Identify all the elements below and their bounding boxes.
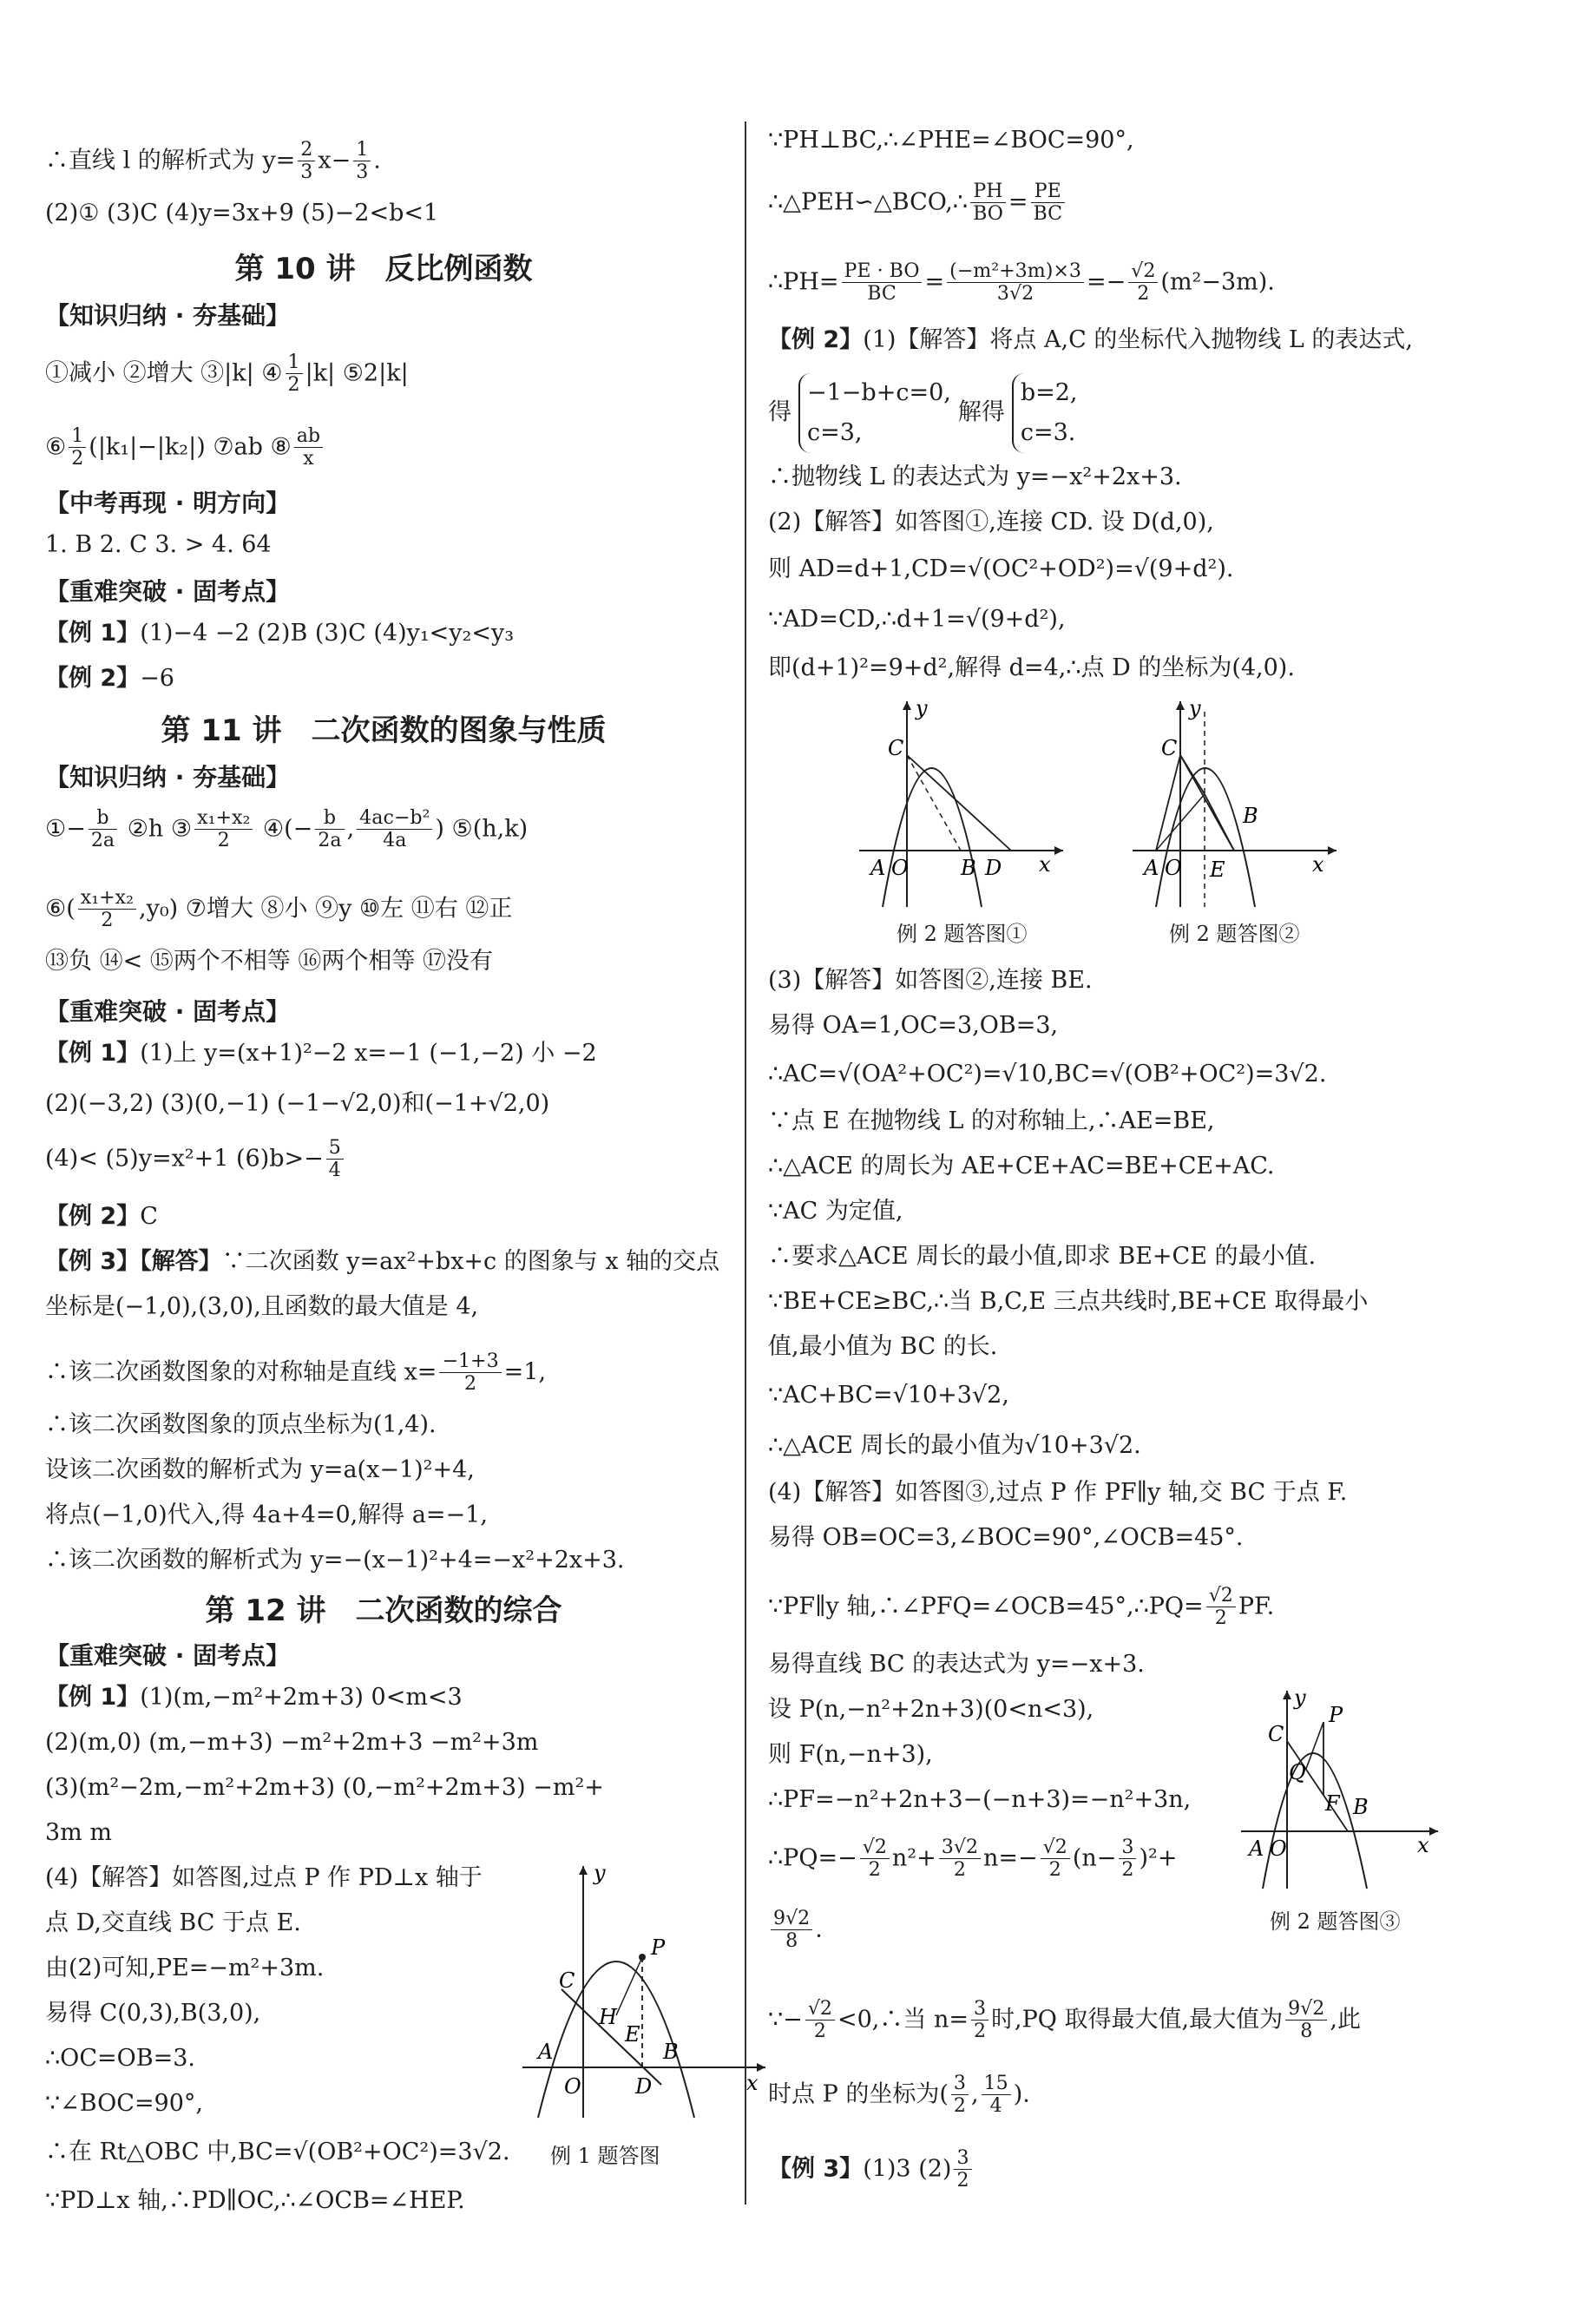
label-x: x: [1417, 1833, 1429, 1857]
label-a: A: [1249, 1837, 1264, 1861]
parabola: [883, 768, 982, 907]
x-arrow-icon: [1328, 846, 1337, 855]
text-line: ∴PF=−n²+2n+3−(−n+3)=−n²+3n,: [768, 1786, 1192, 1813]
text-line: 时点 P 的坐标为( $\frac{3}{2}$ , $\frac{15}{4}$ ).: [768, 2072, 1030, 2118]
x-arrow-icon: [1429, 1827, 1438, 1836]
text-line: ∴△ACE 周长的最小值为√10+3√2.: [768, 1432, 1141, 1459]
example-3-line: 【例 3】(1)3 (2) $\frac{3}{2}$: [768, 2147, 975, 2192]
parabola: [1263, 1753, 1367, 1889]
label-p: P: [651, 1935, 666, 1960]
label-x: x: [1039, 852, 1051, 877]
text-line: 易得 C(0,3),B(3,0),: [45, 2000, 261, 2027]
text-line: (3)(m²−2m,−m²+2m+3) (0,−m²+2m+3) −m²+: [45, 1774, 604, 1801]
text-line: 由(2)可知,PE=−m²+3m.: [45, 1955, 325, 1981]
label-y: y: [1294, 1685, 1306, 1710]
label-x: x: [746, 2071, 759, 2095]
label-y: y: [594, 1861, 606, 1885]
label-b: B: [961, 856, 976, 880]
text-line: ∴△PEH∽△BCO,∴ $\frac{PH}{BO}$ = $\frac{PE}{BC}$: [768, 181, 1067, 226]
figure-caption: 例 2 题答图②: [1169, 922, 1300, 946]
lecture-10-example-2: 【例 2】−6: [45, 665, 174, 692]
answers-line: (2)① (3)C (4)y=3x+9 (5)−2<b<1: [45, 200, 439, 227]
y-arrow-icon: [1176, 701, 1185, 710]
line-pq: [1306, 1722, 1323, 1769]
label-a: A: [1144, 856, 1159, 880]
label-f: F: [1325, 1791, 1340, 1816]
text-line: ∴△ACE 的周长为 AE+CE+AC=BE+CE+AC.: [768, 1153, 1275, 1179]
label-h: H: [599, 2005, 617, 2029]
text-line: ∵− $\frac{√2}{2}$ <0,∴当 n= $\frac{3}{2}$ 时,PQ 取得最大值,最大值为 $\frac{9√2}{8}$ ,此: [768, 1997, 1361, 2043]
figure-caption: 例 2 题答图③: [1270, 1909, 1401, 1934]
section-key-points: 【重难突破 · 固考点】: [45, 1641, 291, 1670]
lecture-12-example-1: 【例 1】(1)(m,−m²+2m+3) 0<m<3: [45, 1684, 463, 1711]
knowledge-10-b: ⑥ $\frac{1}{2}$ (|k₁|−|k₂|) ⑦ab ⑧ $\frac{ab}{x}$: [45, 425, 325, 470]
label-a: A: [870, 856, 886, 880]
knowledge-11-c: ⑬负 ⑭< ⑮两个不相等 ⑯两个相等 ⑰没有: [45, 948, 493, 975]
parabola: [1156, 768, 1255, 907]
text-line: 值,最小值为 BC 的长.: [768, 1333, 998, 1360]
text-line: ∵AD=CD,∴d+1=√(9+d²),: [768, 606, 1066, 633]
example-2-figure-3: [1237, 1684, 1445, 1892]
label-c: C: [888, 736, 904, 760]
y-arrow-icon: [1283, 1691, 1291, 1699]
text-line: ∵∠BOC=90°,: [45, 2090, 203, 2117]
text-line: 坐标是(−1,0),(3,0),且函数的最大值是 4,: [45, 1293, 479, 1320]
label-x: x: [1312, 852, 1324, 877]
label-a: A: [538, 2040, 554, 2064]
text-line: 点 D,交直线 BC 于点 E.: [45, 1909, 301, 1936]
label-q: Q: [1289, 1760, 1306, 1784]
text-line: (2)【解答】如答图①,连接 CD. 设 D(d,0),: [768, 509, 1214, 536]
line-cb: [907, 755, 961, 851]
text-line: ∴AC=√(OA²+OC²)=√10,BC=√(OB²+OC²)=3√2.: [768, 1061, 1327, 1088]
text-line: ∴抛物线 L 的表达式为 y=−x²+2x+3.: [768, 463, 1182, 490]
section-knowledge: 【知识归纳 · 夯基础】: [45, 301, 291, 330]
line-bc: [562, 1989, 661, 2085]
example-2-figure-1: [855, 694, 1072, 911]
text-line: 易得直线 BC 的表达式为 y=−x+3.: [768, 1651, 1145, 1678]
y-arrow-icon: [579, 1866, 588, 1875]
text-line: 将点(−1,0)代入,得 4a+4=0,解得 a=−1,: [45, 1501, 488, 1528]
section-key-points: 【重难突破 · 固考点】: [45, 997, 291, 1026]
label-e: E: [625, 2022, 640, 2047]
text-line: 设该二次函数的解析式为 y=a(x−1)²+4,: [45, 1456, 475, 1483]
x-arrow-icon: [1054, 846, 1063, 855]
label-c: C: [1268, 1722, 1284, 1746]
lecture-11-example-1: 【例 1】(1)上 y=(x+1)²−2 x=−1 (−1,−2) 小 −2: [45, 1040, 597, 1067]
knowledge-11-b: ⑥( $\frac{\text{x₁+x₂}}{2}$ ,y₀) ⑦增大 ⑧小 ⑨y ⑩左 ⑪右 ⑫正: [45, 886, 513, 932]
label-d: D: [985, 856, 1002, 880]
text-line: ∴PQ=− $\frac{√2}{2}$ n²+ $\frac{3√2}{2}$ n=− $\frac{√2}{2}$ (n− $\frac{3}{2}$ )²+: [768, 1836, 1178, 1882]
text-line: 则 AD=d+1,CD=√(OC²+OD²)=√(9+d²).: [768, 555, 1234, 582]
label-o: O: [891, 856, 909, 880]
label-b: B: [1353, 1795, 1369, 1819]
label-c: C: [1161, 736, 1178, 760]
label-o: O: [1165, 856, 1182, 880]
lecture-11-title: 第 11 讲 二次函数的图象与性质: [161, 713, 607, 748]
lecture-12-title: 第 12 讲 二次函数的综合: [205, 1593, 562, 1628]
lecture-11-example-1-line2: (2)(−3,2) (3)(0,−1) (−1−√2,0)和(−1+√2,0): [45, 1090, 550, 1117]
line-of-l: ∴直线 l 的解析式为 y= $\frac{2}{3}$ x− $\frac{1}{3}$ .: [45, 138, 381, 184]
lecture-11-example-3: 【例 3】【解答】∵二次函数 y=ax²+bx+c 的图象与 x 轴的交点: [45, 1248, 720, 1275]
text-line: (3)【解答】如答图②,连接 BE.: [768, 967, 1093, 994]
text-line: ∴该二次函数图象的顶点坐标为(1,4).: [45, 1411, 437, 1438]
lecture-10-title: 第 10 讲 反比例函数: [234, 252, 533, 286]
label-c: C: [559, 1968, 575, 1993]
text-line: 易得 OB=OC=3,∠BOC=90°,∠OCB=45°.: [768, 1524, 1244, 1551]
text-line: (2)(m,0) (m,−m+3) −m²+2m+3 −m²+3m: [45, 1729, 539, 1756]
text-line: 3m m: [45, 1819, 112, 1846]
text-line: ∴该二次函数图象的对称轴是直线 x= $\frac{-1+3}{2}$ =1,: [45, 1350, 547, 1396]
text-line: ∵PF∥y 轴,∴∠PFQ=∠OCB=45°,∴PQ= $\frac{√2}{2}$ PF.: [768, 1584, 1275, 1630]
text-line: (4)【解答】如答图,过点 P 作 PD⊥x 轴于: [45, 1864, 483, 1891]
text-line: 则 F(n,−n+3),: [768, 1741, 933, 1768]
section-key-points: 【重难突破 · 固考点】: [45, 577, 291, 606]
lecture-10-example-1: 【例 1】(1)−4 −2 (2)B (3)C (4)y₁<y₂<y₃: [45, 620, 515, 647]
text-line: ∵BE+CE≥BC,∴当 B,C,E 三点共线时,BE+CE 取得最小: [768, 1288, 1369, 1315]
y-arrow-icon: [903, 701, 911, 710]
text-line: 易得 OA=1,OC=3,OB=3,: [768, 1012, 1059, 1039]
line-cd: [907, 755, 1011, 851]
line-ce: [1180, 755, 1205, 794]
text-line: ∵PD⊥x 轴,∴PD∥OC,∴∠OCB=∠HEP.: [45, 2187, 465, 2214]
text-line: ∴该二次函数的解析式为 y=−(x−1)²+4=−x²+2x+3.: [45, 1547, 625, 1574]
lecture-11-example-2: 【例 2】C: [45, 1203, 158, 1230]
text-line: ∵点 E 在抛物线 L 的对称轴上,∴AE=BE,: [768, 1107, 1215, 1134]
example-2-line: 【例 2】(1)【解答】将点 A,C 的坐标代入抛物线 L 的表达式,: [768, 326, 1414, 353]
example-1-figure: [514, 1857, 774, 2126]
example-2-figure-2: [1128, 694, 1345, 911]
label-b: B: [663, 2040, 679, 2064]
knowledge-11-a: ①− $\frac{b}{2a}$ ②h ③ $\frac{\text{x₁+x₂}}{2}$ ④(− $\frac{b}{2a}$ , $\frac{\text{4ac−b²}}{4a}$ ) ⑤(h,k): [45, 806, 529, 852]
text-line: ∵AC 为定值,: [768, 1198, 903, 1225]
label-o: O: [564, 2074, 581, 2099]
figure-caption: 例 2 题答图①: [897, 922, 1028, 946]
knowledge-10-a: ①减小 ②增大 ③|k| ④ $\frac{1}{2}$ |k| ⑤2|k|: [45, 351, 409, 397]
text-line: 得 −1−b+c=0, c=3, 解得 b=2, c=3.: [768, 373, 1085, 453]
label-e: E: [1210, 858, 1225, 882]
text-line: 设 P(n,−n²+2n+3)(0<n<3),: [768, 1696, 1094, 1723]
text-line: $\frac{9√2}{8}$ .: [768, 1908, 823, 1953]
label-y: y: [1189, 696, 1201, 720]
text-line: (4)【解答】如答图③,过点 P 作 PF∥y 轴,交 BC 于点 F.: [768, 1479, 1348, 1506]
text-line: ∴要求△ACE 周长的最小值,即求 BE+CE 的最小值.: [768, 1243, 1317, 1270]
text-line: ∴OC=OB=3.: [45, 2045, 195, 2072]
text-line: ∵AC+BC=√10+3√2,: [768, 1382, 1009, 1409]
text-line: ∴PH= $\frac{PE \cdot BO}{BC}$ = $\frac{\text{(−m²+3m)×3}}{3√2}$ =− $\frac{√2}{2}$ (m²−3m).: [768, 260, 1275, 306]
text-line: ∵PH⊥BC,∴∠PHE=∠BOC=90°,: [768, 127, 1134, 154]
point-p: [639, 1954, 646, 1961]
label-o: O: [1270, 1837, 1287, 1861]
section-exam: 【中考再现 · 明方向】: [45, 489, 291, 517]
exam-answers: 1. B 2. C 3. > 4. 64: [45, 531, 272, 558]
label-p: P: [1329, 1703, 1343, 1727]
figure-caption: 例 1 题答图: [550, 2144, 660, 2168]
label-d: D: [635, 2074, 653, 2099]
text-line: 即(d+1)²=9+d²,解得 d=4,∴点 D 的坐标为(4,0).: [768, 654, 1295, 681]
lecture-11-example-1-line3: (4)< (5)y=x²+1 (6)b>− $\frac{5}{4}$: [45, 1137, 346, 1182]
label-b: B: [1243, 804, 1258, 828]
label-y: y: [916, 696, 928, 720]
section-knowledge: 【知识归纳 · 夯基础】: [45, 763, 291, 792]
text-line: ∴在 Rt△OBC 中,BC=√(OB²+OC²)=3√2.: [45, 2139, 510, 2165]
